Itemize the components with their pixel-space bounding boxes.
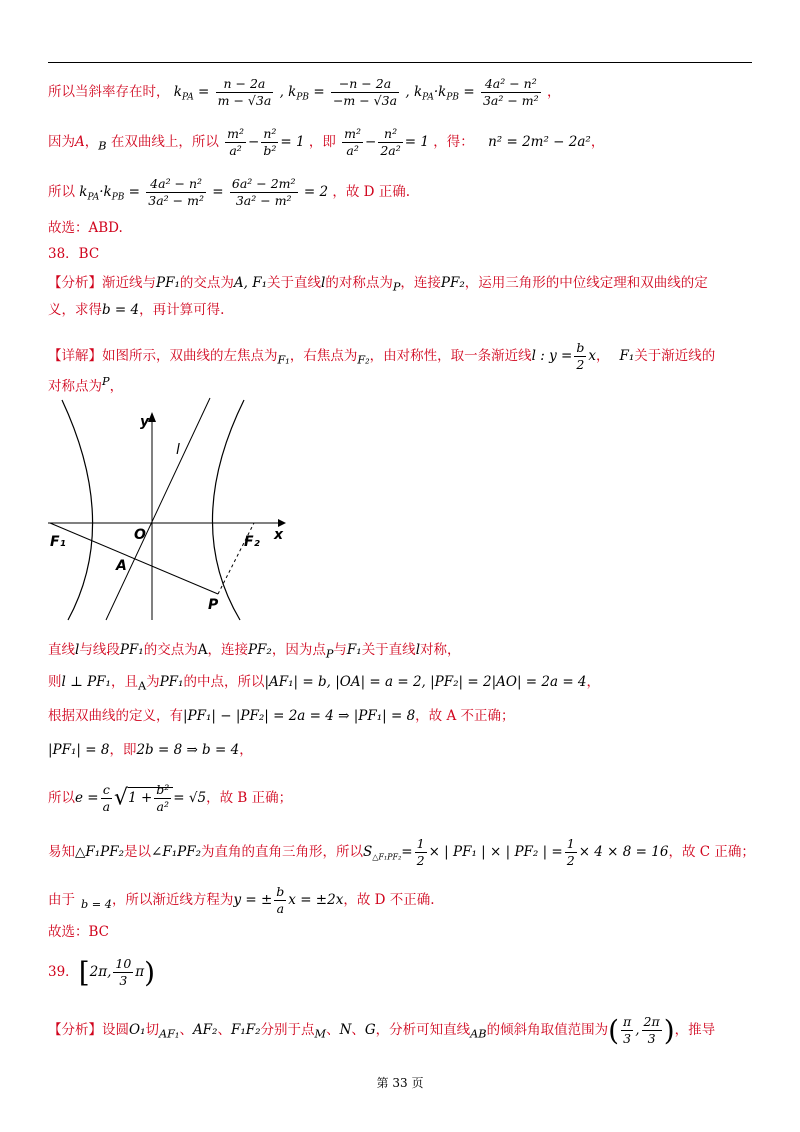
text: ，且 (110, 674, 138, 690)
math: l (321, 275, 326, 291)
math: |PF₁| = 8 (48, 742, 110, 758)
tag: 【分析】 (48, 275, 102, 291)
math: P (392, 280, 401, 294)
text: 、 (179, 1022, 193, 1038)
math: AF₂ (192, 1022, 218, 1038)
num: b (276, 884, 285, 899)
math: △F₁PF₂ (75, 844, 125, 860)
den: b² (263, 143, 277, 158)
math: A, F₁ (233, 275, 267, 291)
math: = (401, 844, 413, 860)
den: a (102, 799, 111, 814)
math: PF₁ (159, 674, 184, 690)
text: 易知 (48, 844, 75, 860)
math: PF₁ (119, 642, 144, 658)
math: k (438, 84, 447, 100)
math: ∠F₁PF₂ (151, 844, 201, 860)
text: ，连接 (400, 275, 441, 291)
A-label: A (116, 558, 127, 574)
text: ，得： (433, 134, 474, 150)
fraction (154, 782, 171, 815)
text: 与线段 (79, 642, 120, 658)
text: 与 (333, 642, 347, 658)
num: 10 (115, 956, 132, 971)
text: 39． (48, 964, 79, 980)
math: x (588, 348, 596, 364)
text: ，故 D 不正确. (343, 892, 435, 908)
math: G (364, 1022, 376, 1038)
text: 、 (326, 1022, 340, 1038)
math: B (98, 139, 107, 153)
fraction (621, 1014, 633, 1047)
text: 义，求得 (48, 302, 102, 318)
math: PF₁ (156, 275, 180, 291)
den: a² (156, 799, 170, 814)
text: ， (595, 348, 610, 364)
y-axis-label: y (140, 414, 150, 430)
text: ，所以渐近线方程为 (111, 892, 234, 908)
math: k (288, 84, 297, 100)
detail-38-line7: 所以e = $\frac{c}{a}$ √1 + $\frac{\text{b²}}{\text{a²}}$ = √5，故 B 正确； (48, 782, 293, 814)
num: π (623, 1014, 632, 1029)
text: 对称点为 (48, 378, 102, 395)
math: AB (470, 1027, 487, 1041)
den: −m − √3a (332, 93, 398, 108)
text: 分别于点 (260, 1022, 315, 1038)
math: P (102, 375, 110, 388)
text: 为直角的直角三角形，所以 (200, 844, 363, 860)
den: 3 (647, 1031, 656, 1046)
detail-38-line6: |PF₁| = 8，即2b = 8 ⇒ b = 4， (48, 742, 253, 758)
math: − (365, 134, 377, 150)
text: 、 (351, 1022, 365, 1038)
analysis-38-line2 (48, 300, 224, 320)
fraction (481, 76, 541, 109)
math: AF₁ (158, 1027, 180, 1041)
text: 直线 (48, 642, 75, 658)
math: PF₂ (440, 275, 465, 291)
num: n − 2a (216, 76, 274, 93)
math: k (103, 184, 112, 200)
text: 关于直线 (267, 275, 321, 291)
hyperbola-figure (48, 396, 298, 624)
fraction (342, 126, 363, 159)
fraction (642, 1014, 662, 1047)
math: PA (87, 192, 100, 203)
den: m − √3a (217, 93, 272, 108)
num: b (576, 340, 585, 355)
math: PB (296, 92, 310, 103)
fraction (261, 126, 278, 159)
text: ，由对称性，取一条渐近线 (369, 348, 532, 364)
asymptote-l (106, 398, 210, 620)
math: A (137, 679, 147, 693)
math: 1 + (128, 790, 153, 806)
math: PA (181, 92, 194, 103)
math: P (325, 647, 334, 661)
detail-38-line3 (48, 640, 461, 665)
math: π (135, 964, 145, 980)
den: a² (346, 143, 359, 158)
fraction (331, 76, 399, 109)
den: 3a² − m² (235, 193, 292, 208)
math: = 2 (303, 184, 329, 200)
text: ，故 A 不正确； (415, 708, 515, 724)
text: 设圆 (102, 1022, 129, 1038)
question-39-heading: 39．[2π, $\frac{10}{3}$ π) (48, 955, 156, 989)
text: ，即 (308, 134, 336, 150)
math: = (198, 84, 210, 100)
math: = (463, 84, 475, 100)
den: 3 (623, 1031, 632, 1046)
num: 4a² − n² (481, 76, 541, 93)
math: k (173, 84, 182, 100)
detail-38-line8 (48, 836, 755, 869)
fraction (415, 836, 427, 869)
math: = 1 (404, 134, 429, 150)
num: b² (156, 782, 170, 797)
detail-38-line5 (48, 706, 515, 726)
text: ，因为点 (271, 642, 326, 658)
line-slope-product: 所以当斜率存在时， $k_{PA}$ = $\frac{n - 2a}{m - √3a}$ , $k_{PB}$ = $\frac{-n - 2a}{-m - √3a}$ , $k_{PA}\cdot k_{PB}$ = $\frac{\text{4a² − n²}}{\text{3a² − m²}}$ ， (48, 76, 561, 108)
den: 2 (566, 853, 575, 868)
x-axis-arrow (278, 519, 286, 527)
line-on-hyperbola: 因为A，$_B$ 在双曲线上，所以 $\frac{\text{m²}}{\text{a²}}$ − $\frac{\text{n²}}{\text{b²}}$ = 1 ，即 $\frac{\text{m²}}{\text{a²}}$ − $\frac{\text{n²}}{\text{2a²}}$ = 1 ，得： n² = 2m² − 2a²， (48, 126, 605, 158)
den: 3 (119, 973, 128, 988)
page-number: 第 33 页 (376, 1076, 424, 1090)
text: 由于 (48, 892, 75, 908)
den: 3a² − m² (148, 193, 204, 208)
text: 则 (48, 674, 62, 690)
P-label: P (208, 597, 219, 613)
text: 、 (217, 1022, 231, 1038)
math: e = (75, 790, 99, 806)
math: k (413, 84, 423, 100)
text: 根据双曲线的定义，有 (48, 708, 183, 724)
num: −n − 2a (331, 76, 399, 93)
den: 3a² − m² (482, 93, 539, 108)
math: |AF₁| = b, |OA| = a = 2, |PF₂| = 2|AO| = 2a = 4 (264, 674, 587, 690)
fraction (378, 126, 402, 159)
math: S (362, 844, 373, 860)
text: ，分析可知直线 (375, 1022, 471, 1038)
fraction (216, 76, 274, 109)
math: y = ± (233, 892, 273, 908)
num: n² (378, 126, 402, 143)
math: N (339, 1022, 352, 1038)
hyperbola-left-branch (62, 400, 93, 620)
math: A (197, 642, 208, 658)
math: M (314, 1027, 327, 1041)
math: 2b = 8 ⇒ b = 4 (136, 742, 240, 758)
text: 的对称点为 (325, 275, 393, 291)
fraction (225, 126, 246, 159)
text: 所以当斜率存在时， (48, 84, 170, 100)
text: 关于直线 (361, 642, 416, 658)
text: 的交点为 (179, 275, 234, 291)
text: 为 (146, 674, 160, 690)
den: a (276, 901, 285, 916)
math: × 4 × 8 = 16 (578, 844, 669, 860)
math: |PF₁| − |PF₂| = 2a = 4 ⇒ |PF₁| = 8 (183, 708, 416, 724)
text: ，连接 (207, 642, 248, 658)
text: 渐近线与 (102, 275, 156, 291)
num: 4a² − n² (146, 176, 206, 193)
den: 2a² (380, 143, 401, 158)
math: = (128, 184, 140, 200)
text: ，推导 (674, 1022, 716, 1038)
question-38-heading: 38．BC (48, 246, 100, 262)
fraction (230, 176, 298, 209)
num: m² (227, 126, 244, 141)
line-l-label: l (176, 442, 180, 458)
F2-label: F₂ (244, 534, 260, 550)
math: A (75, 134, 85, 150)
header-rule (48, 62, 752, 63)
tag: 【详解】 (48, 348, 102, 364)
text: 的交点为 (143, 642, 198, 658)
y-axis-arrow (148, 412, 156, 422)
answer-37: 故选：ABD. (48, 220, 123, 236)
text: ，故 D 正确. (332, 184, 411, 200)
math: l (415, 642, 421, 658)
line-product-result: 所以 $k_{PA}\cdot k_{PB}$ = $\frac{\text{4a² − n²}}{\text{3a² − m²}}$ = $\frac{\text{6a² − 2m²}}{\text{3a² − m²}}$ = 2 ，故 D 正确. (48, 176, 411, 208)
text: ，运用三角形的中位线定理和双曲线的定 (464, 275, 708, 291)
math: k (79, 184, 88, 200)
math: △F₁PF₂ (372, 852, 402, 862)
text: ，故 C 正确； (668, 844, 755, 860)
math: − (248, 134, 260, 150)
analysis-38-line1 (48, 273, 708, 298)
den: 2 (416, 853, 425, 868)
text: 因为 (48, 134, 75, 150)
fraction (274, 884, 286, 917)
math: l (75, 642, 80, 658)
math: 2π, (89, 964, 112, 980)
math: × | PF₁ | × | PF₂ | = (428, 844, 563, 860)
text: 所以 (48, 790, 75, 806)
text: 关于渐近线的 (634, 348, 716, 364)
num: 1 (566, 836, 575, 851)
num: 2π (643, 1014, 660, 1029)
math: l ⊥ PF₁ (61, 674, 111, 690)
text: 所以 (48, 184, 75, 200)
text: ，再计算可得. (139, 302, 225, 318)
analysis-39-line1: 【分析】设圆O₁切$_{AF_1}$、AF₂、F₁F₂分别于点$_M$、N、G，分析可知直线$_{AB}$的倾斜角取值范围为( $\frac{\pi}{3}$ , $\frac{2\pi}{3}$ )，推导 (48, 1013, 716, 1047)
hyperbola-right-branch (212, 400, 244, 620)
math: b = 4 (81, 897, 112, 911)
math: F₁ (346, 642, 362, 658)
num: n² (263, 126, 277, 141)
math: = (212, 184, 224, 200)
x-axis-label: x (274, 527, 284, 543)
den: a² (229, 143, 242, 158)
text: ，即 (109, 742, 137, 758)
math: F₁ (277, 353, 290, 367)
math: = √5 (173, 790, 207, 806)
detail-38-line9 (48, 884, 435, 917)
detail-38-line4: 则l ⊥ PF₁，且$_A$为PF₁的中点，所以|AF₁| = b, |OA| = a = 2, |PF₂| = 2|AO| = 2a = 4， (48, 674, 601, 693)
text: 对称， (420, 642, 461, 658)
text: 是以 (124, 844, 152, 860)
math: PF₂ (247, 642, 272, 658)
math: = (313, 84, 325, 100)
math: F₁F₂ (230, 1022, 261, 1038)
fraction (565, 836, 577, 869)
text: ，右焦点为 (289, 348, 358, 364)
math: PB (111, 192, 125, 203)
text: 的倾斜角取值范围为 (486, 1022, 609, 1038)
math: l : y = (531, 348, 573, 364)
fraction (146, 176, 206, 209)
tag: 【分析】 (48, 1022, 102, 1038)
F1-label: F₁ (50, 534, 66, 550)
text: 的中点，所以 (183, 674, 265, 690)
math: n² = 2m² − 2a² (488, 134, 591, 150)
math: PA (422, 92, 434, 103)
fraction (574, 340, 586, 373)
num: m² (344, 126, 362, 141)
math: b = 4 (102, 302, 140, 318)
detail-38-line2: 对称点为$^P$， (48, 375, 124, 395)
den: 2 (576, 357, 585, 372)
answer-38: 故选：BC (48, 924, 110, 940)
math: x = ±2x (288, 892, 344, 908)
text: 切 (145, 1022, 159, 1038)
fraction (101, 782, 112, 815)
text: 如图所示，双曲线的左焦点为 (102, 348, 278, 364)
text: ，故 B 正确； (206, 790, 293, 806)
num: 6a² − 2m² (231, 176, 296, 191)
math: = 1 (280, 134, 305, 150)
text: 在双曲线上，所以 (110, 134, 219, 150)
num: c (101, 782, 112, 799)
num: 1 (416, 836, 425, 851)
math: F₂ (357, 353, 370, 367)
origin-label: O (134, 527, 146, 543)
math: PB (446, 92, 460, 103)
fraction (113, 956, 133, 989)
math: O₁ (129, 1022, 146, 1038)
math: F₁ (619, 348, 635, 364)
detail-38-line1 (48, 340, 715, 373)
